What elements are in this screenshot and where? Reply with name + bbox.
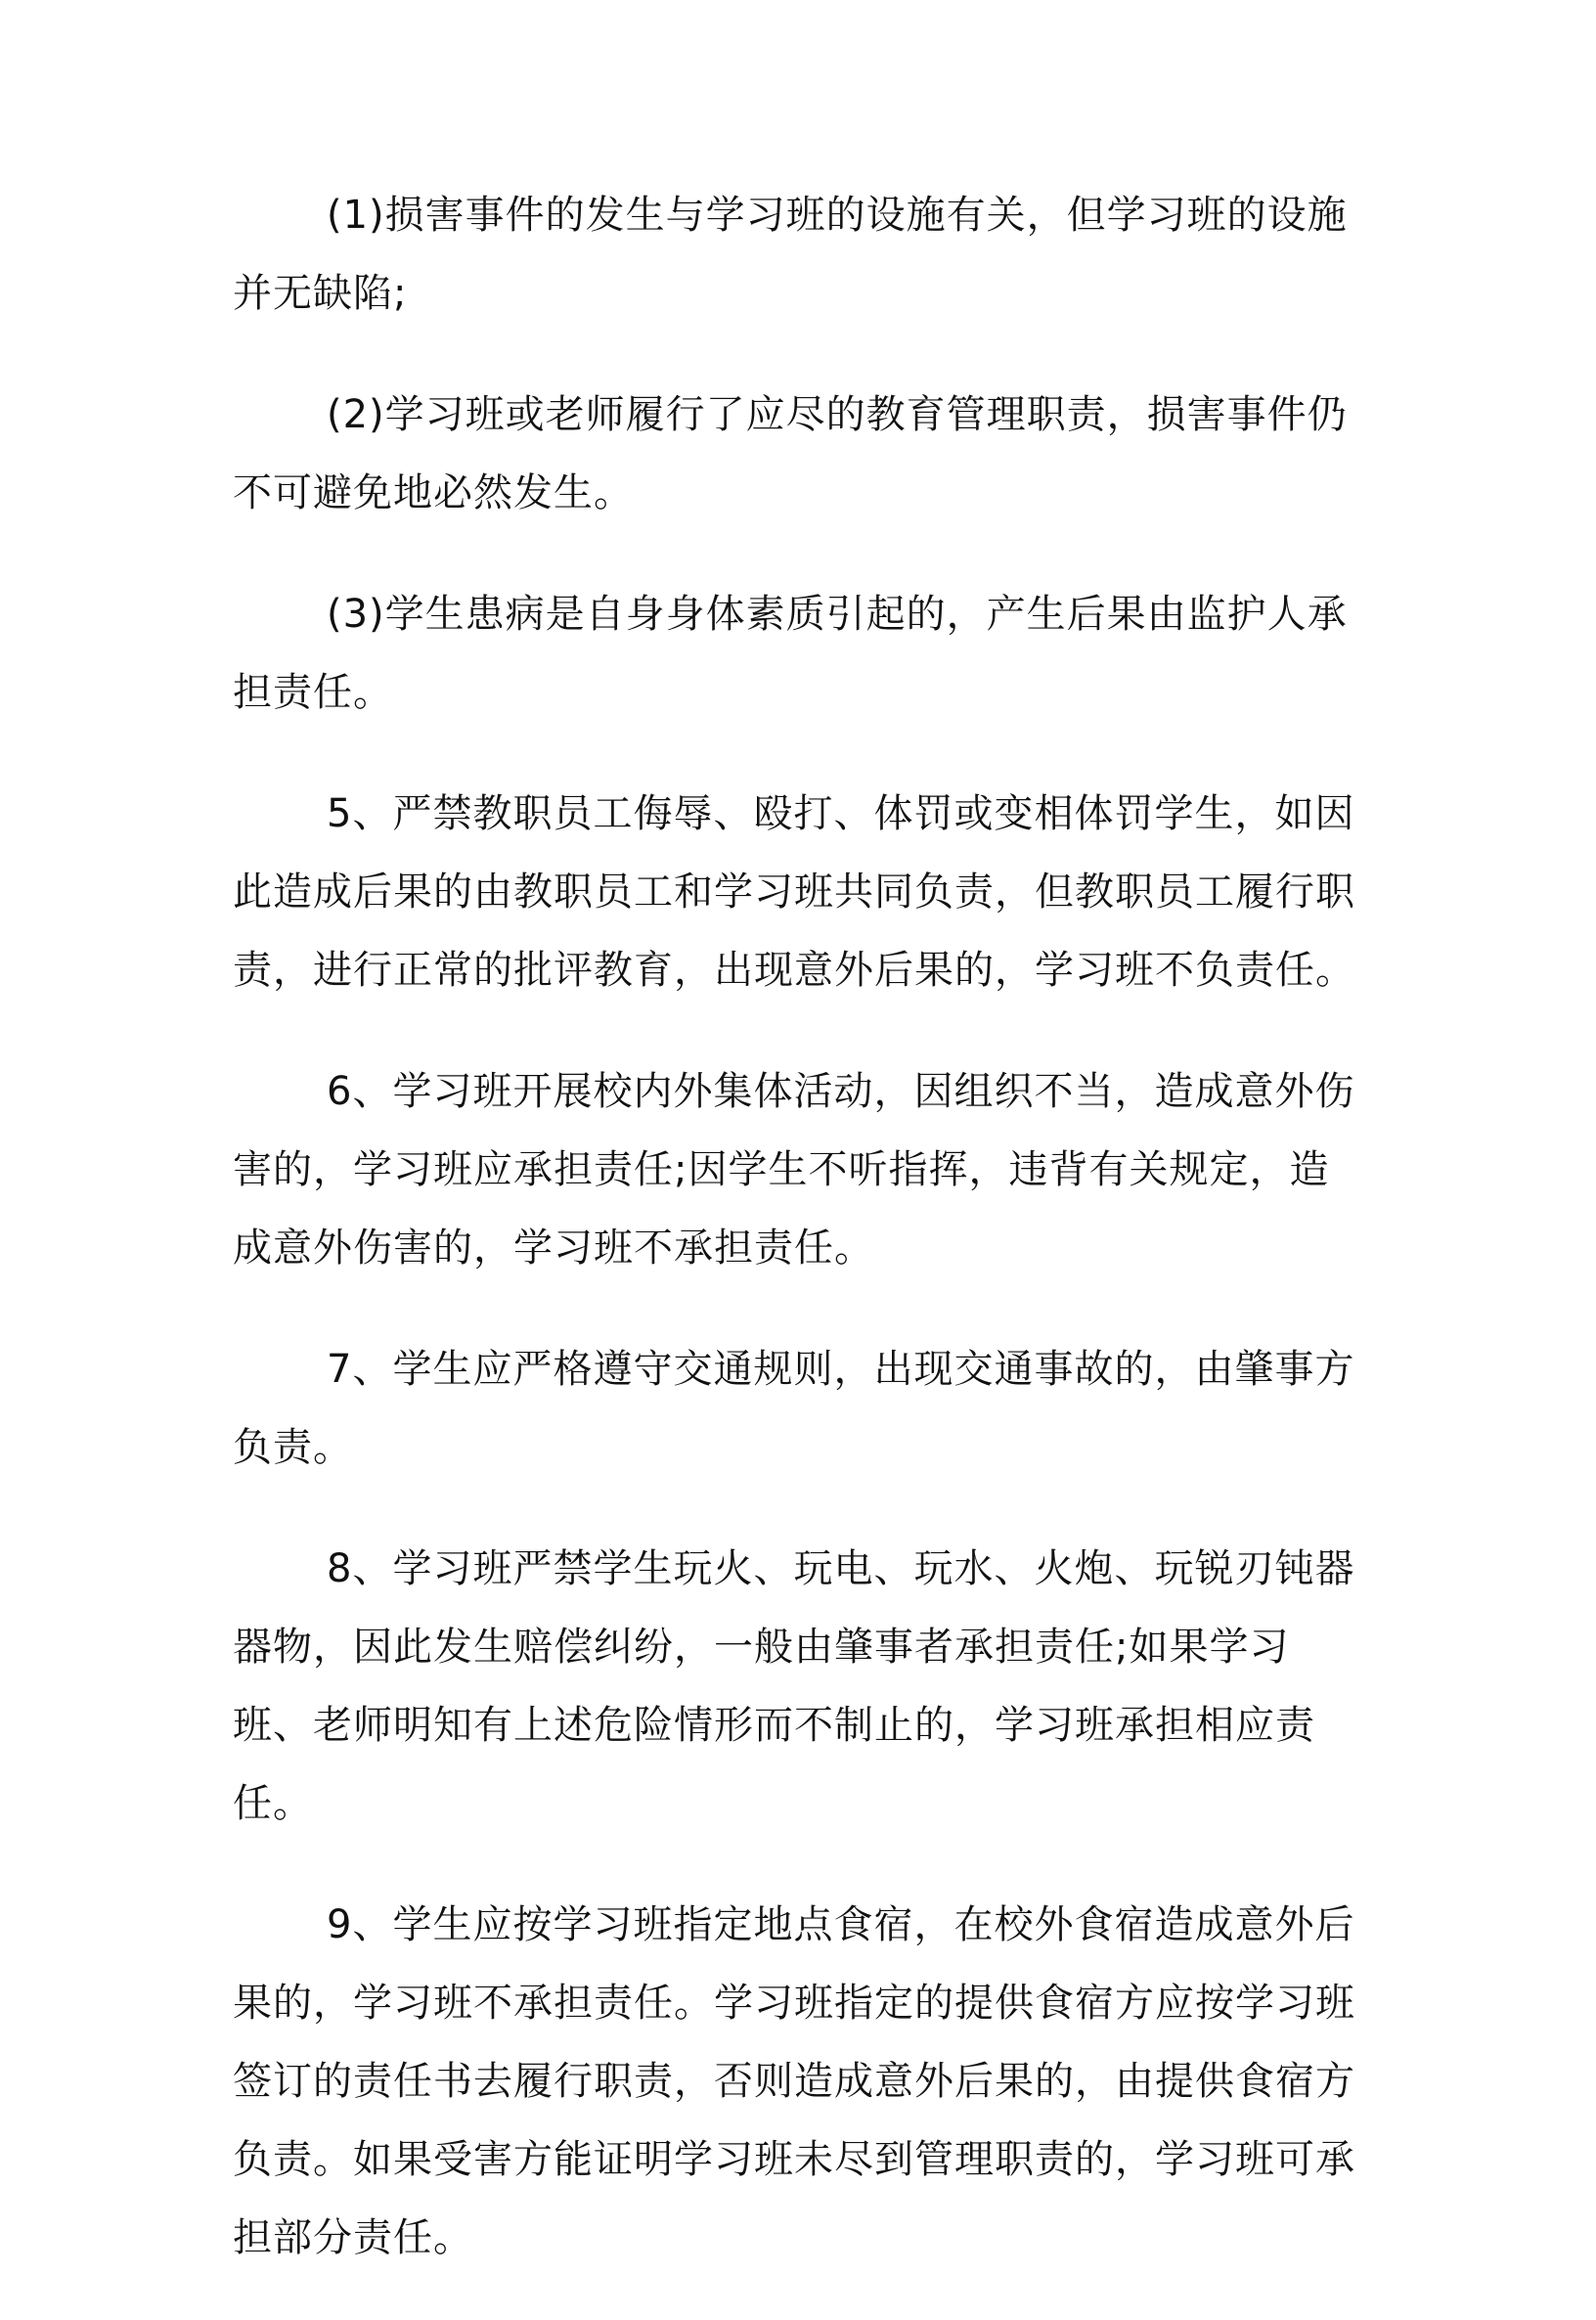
paragraph-9-line-2: 学习班不承担责任。学习班指定的提供食宿方应按学习班签订的责任 xyxy=(233,1981,1355,2104)
paragraph-2-line-1: (2)学习班或老师履行了应尽的教育管理职责，损害事件仍不可避 xyxy=(233,392,1348,515)
paragraph-2 xyxy=(233,376,1367,532)
paragraph-6-line-2: 学习班应承担责任;因学生不听指挥，违背有关规定，造成意外伤害的， xyxy=(233,1147,1330,1271)
paragraph-6-line-3: 学习班不承担责任。 xyxy=(513,1226,874,1271)
paragraph-7 xyxy=(233,1330,1367,1487)
document-body xyxy=(233,176,1367,2320)
paragraph-9-line-1: 9、学生应按学习班指定地点食宿，在校外食宿造成意外后果的， xyxy=(233,1902,1355,2026)
paragraph-9 xyxy=(233,1886,1367,2277)
paragraph-8 xyxy=(233,1530,1367,1843)
paragraph-1-line-1: (1)损害事件的发生与学习班的设施有关，但学习班的设施并无缺 xyxy=(233,193,1348,316)
paragraph-5-line-3: 正常的批评教育，出现意外后果的，学习班不负责任。 xyxy=(393,948,1355,993)
paragraph-2-line-2: 免地必然发生。 xyxy=(353,470,634,515)
paragraph-8-line-2: 因此发生赔偿纠纷，一般由肇事者承担责任;如果学习班、老师明知有 xyxy=(233,1625,1290,1748)
paragraph-8-line-1: 8、学习班严禁学生玩火、玩电、玩水、火炮、玩锐刃钝器器物， xyxy=(233,1546,1355,1670)
paragraph-5 xyxy=(233,775,1367,1009)
paragraph-9-line-4: 方能证明学习班未尽到管理职责的，学习班可承担部分责任。 xyxy=(233,2137,1355,2260)
paragraph-9-line-3: 书去履行职责，否则造成意外后果的，由提供食宿方负责。如果受害 xyxy=(233,2059,1355,2182)
paragraph-8-line-3: 上述危险情形而不制止的，学习班承担相应责任。 xyxy=(233,1703,1315,1826)
paragraph-1 xyxy=(233,176,1367,333)
paragraph-7-line-1: 7、学生应严格遵守交通规则，出现交通事故的，由肇事方负责。 xyxy=(233,1347,1355,1470)
paragraph-6-line-1: 6、学习班开展校内外集体活动，因组织不当，造成意外伤害的， xyxy=(233,1069,1355,1192)
paragraph-1-line-2: 陷; xyxy=(353,271,408,316)
paragraph-5-line-2: 成后果的由教职员工和学习班共同负责，但教职员工履行职责，进行 xyxy=(233,870,1355,993)
paragraph-6 xyxy=(233,1052,1367,1287)
paragraph-3-line-1: (3)学生患病是自身身体素质引起的，产生后果由监护人承担责任。 xyxy=(233,592,1348,715)
paragraph-5-line-1: 5、严禁教职员工侮辱、殴打、体罚或变相体罚学生，如因此造 xyxy=(233,791,1355,915)
paragraph-3 xyxy=(233,575,1367,732)
